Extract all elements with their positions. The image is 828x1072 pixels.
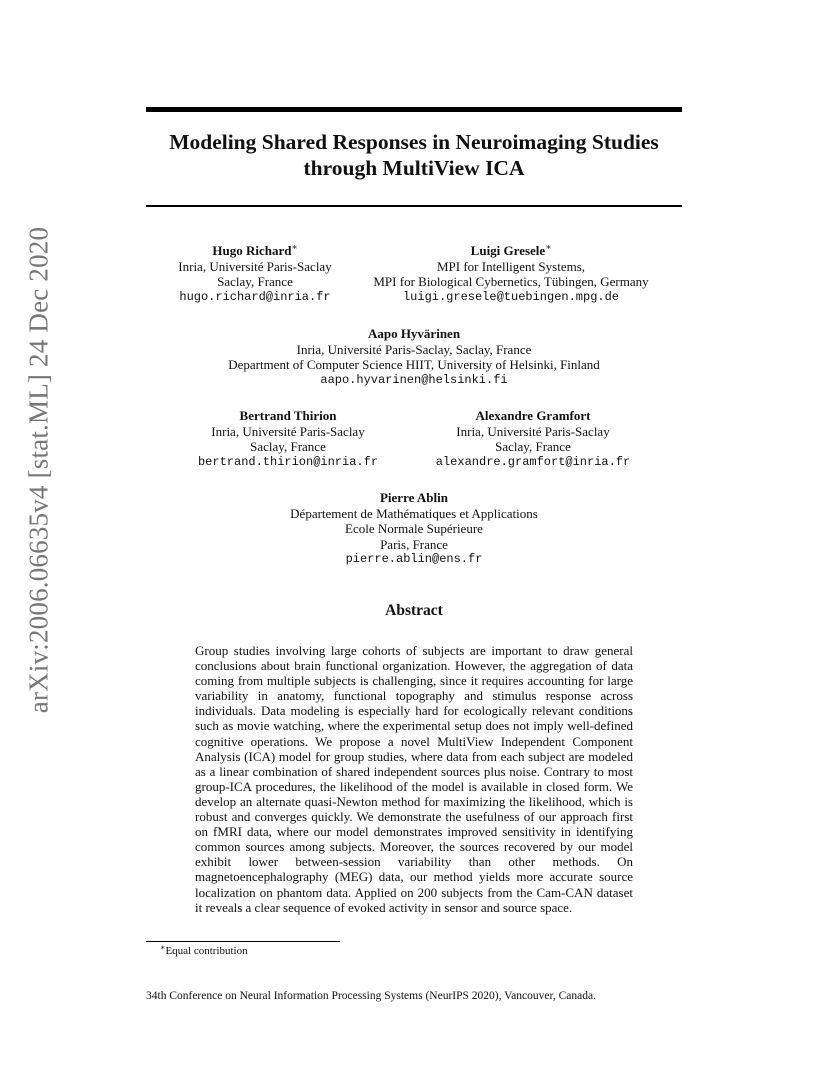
abstract-text: Group studies involving large cohorts of subjects are important to draw general conclusions about brain functional organization. However, the aggregation of data coming from multiple subjects is challenging, since it requires accounting for large variability in anatomy, functional topography and stimulus response across individuals. Data modeling is especially hard for ecologically relevant conditions such as movie watching, where the experimental setup does not imply well-defined cognitive operations. We propose a novel MultiView Independent Component Analysis (ICA) model for group studies, where data from each subject are modeled as a linear combination of shared independent sources plus noise. Contrary to most group-ICA procedures, the likelihood of the model is available in closed form. We develop an alternate quasi-Newton method for maximizing the likelihood, which is robust and converges quickly. We demonstrate the usefulness of our approach first on fMRI data, where our model demonstrates improved sensitivity in identifying common sources among subjects. Moreover, the sources recovered by our model exhibit lower between-session variability than other methods. On magnetoencephalography (MEG) data, our method yields more accurate source localization on phantom data. Applied on 200 subjects from the Cam-CAN dataset it reveals a clear sequence of evoked activity in sensor and source space. bbox=[195, 643, 633, 915]
conference-venue: 34th Conference on Neural Information Processing Systems (NeurIPS 2020), Vancouver, Canada. bbox=[146, 990, 596, 1002]
author-block-bertrand-thirion bbox=[178, 408, 398, 470]
title-line-1: Modeling Shared Responses in Neuroimaging Studies bbox=[169, 130, 659, 154]
author-affiliation: Saclay, France bbox=[495, 439, 571, 454]
author-affiliation: MPI for Biological Cybernetics, Tübingen, Germany bbox=[373, 274, 649, 289]
author-name: Luigi Gresele∗ bbox=[470, 242, 552, 258]
author-affiliation: Inria, Université Paris-Saclay bbox=[211, 423, 365, 439]
arxiv-identifier-text: arXiv:2006.06635v4 [stat.ML] 24 Dec 2020 bbox=[23, 226, 54, 714]
author-affiliation: Department of Computer Science HIIT, University of Helsinki, Finland bbox=[228, 357, 600, 372]
author-block-luigi-gresele bbox=[360, 243, 662, 305]
author-block-hugo-richard bbox=[150, 243, 360, 305]
author-affiliation: Département de Mathématiques et Applications bbox=[290, 505, 538, 521]
author-email: aapo.hyvarinen@helsinki.fi bbox=[320, 372, 508, 387]
author-affiliation: Paris, France bbox=[380, 536, 448, 552]
footnote-rule bbox=[146, 941, 340, 942]
author-email: pierre.ablin@ens.fr bbox=[345, 552, 483, 566]
author-block-aapo-hyvarinen bbox=[146, 326, 682, 388]
title-top-rule bbox=[146, 107, 682, 112]
author-name: Bertrand Thirion bbox=[239, 408, 337, 423]
title-bottom-rule bbox=[146, 205, 682, 207]
author-affiliation: Saclay, France bbox=[250, 439, 326, 454]
author-name: Aapo Hyvärinen bbox=[367, 326, 461, 341]
author-affiliation: Inria, Université Paris-Saclay bbox=[456, 423, 610, 439]
author-name: Pierre Ablin bbox=[379, 490, 448, 505]
author-email: bertrand.thirion@inria.fr bbox=[197, 454, 379, 469]
author-affiliation: Inria, Université Paris-Saclay, Saclay, France bbox=[296, 341, 532, 357]
author-name: Hugo Richard∗ bbox=[212, 242, 298, 258]
equal-contribution-mark: ∗ bbox=[545, 242, 552, 252]
author-affiliation: MPI for Intelligent Systems, bbox=[436, 258, 586, 274]
paper-title bbox=[146, 129, 682, 181]
author-email: hugo.richard@inria.fr bbox=[179, 289, 331, 304]
author-name: Alexandre Gramfort bbox=[475, 408, 591, 423]
author-affiliation: Inria, Université Paris-Saclay bbox=[178, 258, 332, 274]
footnote-text: Equal contribution bbox=[165, 945, 248, 957]
author-affiliation: Saclay, France bbox=[217, 274, 293, 289]
arxiv-side-identifier bbox=[14, 226, 64, 714]
abstract-heading: Abstract bbox=[385, 602, 443, 619]
author-block-alexandre-gramfort bbox=[418, 408, 648, 470]
author-block-pierre-ablin bbox=[146, 490, 682, 568]
footnote bbox=[160, 945, 248, 957]
title-line-2: through MultiView ICA bbox=[303, 156, 525, 180]
author-email: alexandre.gramfort@inria.fr bbox=[435, 454, 631, 469]
footnote-mark: ∗ bbox=[160, 943, 166, 952]
equal-contribution-mark: ∗ bbox=[291, 242, 298, 252]
author-email: luigi.gresele@tuebingen.mpg.de bbox=[402, 289, 620, 304]
author-affiliation: Ecole Normale Supérieure bbox=[345, 521, 483, 536]
